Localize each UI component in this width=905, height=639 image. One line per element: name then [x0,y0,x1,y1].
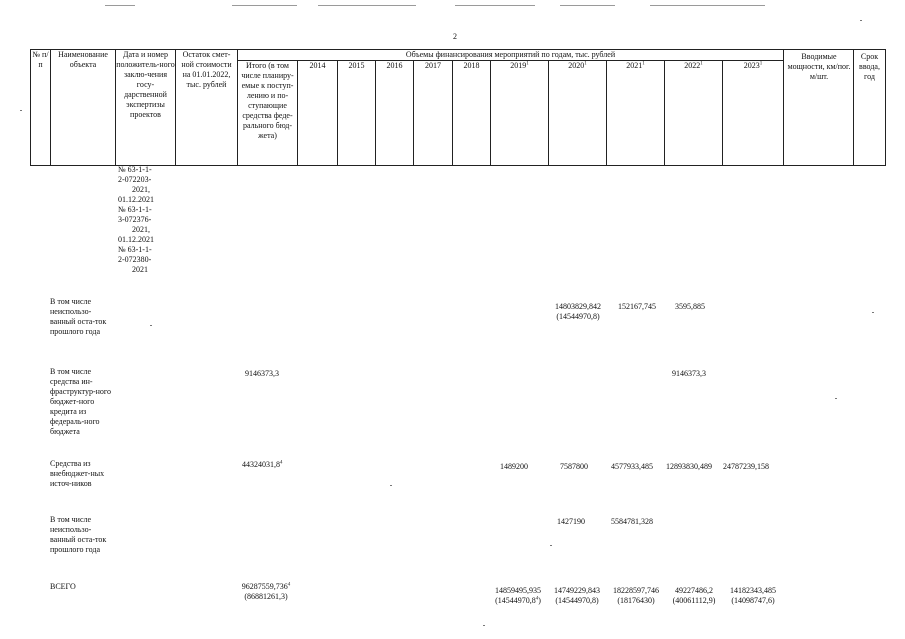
value-sub: (14544970,8) [555,596,599,605]
value-2019 [488,586,548,606]
header-number: № п/п [32,50,49,69]
year-label: 2023 [743,61,760,70]
value-2021 [607,586,665,606]
value-2022: 3595,885 [675,302,705,311]
value-total [232,582,300,602]
header-capacity: Вводимые мощности, км/пог. м/шт. [787,52,851,81]
header-year-2023 [723,61,783,71]
row-label: Средства из внебюджет-ных источ-ников [50,459,105,488]
footnote-mark: 4 [280,460,283,466]
value-sub-end: ) [538,596,541,605]
value-sub: (14544970,8 [495,596,536,605]
value-main: 49227486,2 [675,586,713,595]
header-expertise-date: Дата и номер положитель-ного заклю-чения госу-дарственной экспертизы проектов [116,50,175,119]
value-2023: 24787239,158 [723,462,769,471]
value-2020: 1427190 [557,517,585,526]
scan-artifact [650,5,765,6]
year-label: 2019 [510,61,527,70]
page-number: 2 [453,32,457,41]
value-sub: (14098747,6) [731,596,775,605]
scan-speck [872,312,874,313]
value-sub: (14544970,8) [556,312,600,321]
scan-speck [835,398,837,399]
footnote-mark: 4 [287,582,291,588]
value-main: 14803829,842 [555,302,601,311]
value-2021: 5584781,328 [611,517,653,526]
header-year-2015: 2015 [348,61,365,70]
doc-number-line: 2021, [132,185,150,194]
doc-number-line: 3-072376- [118,215,152,224]
value-2022: 12893830,489 [666,462,712,471]
doc-number-line: № 63-1-1- [118,205,152,214]
year-label: 2020 [568,61,585,70]
year-footnote: 1 [526,61,529,67]
value-main: 18228597,746 [613,586,659,595]
scan-speck [860,20,862,21]
header-financing-group: Объемы финансирования мероприятий по годам, тыс. рублей [405,50,616,59]
doc-number-line: 2-072380- [118,255,152,264]
header-year-2018: 2018 [463,61,480,70]
value-2020 [548,586,606,606]
header-year-2022 [665,61,722,71]
scan-speck [20,110,22,111]
year-label: 2021 [626,61,643,70]
scan-artifact [455,5,535,6]
expertise-doc-numbers [118,165,174,275]
value-total: 9146373,3 [245,369,279,378]
value-main: 14182343,485 [730,586,776,595]
value-2021: 152167,745 [618,302,656,311]
row-label: В том числе средства ин-фраструктур-ного бюджет-ного кредита из федераль-ного бюджета [50,367,111,436]
row-label: ВСЕГО [50,582,76,591]
scan-speck [150,325,152,326]
value-sub: (18176430) [617,596,655,605]
value-main: 96287559,736 [241,582,288,591]
header-object-name: Наименование объекта [58,50,108,69]
doc-number-line: № 63-1-1- [118,165,152,174]
year-footnote: 1 [700,61,703,67]
header-year-2021 [607,61,664,71]
scan-artifact [232,5,297,6]
value-sub: (86881261,3) [244,592,288,601]
header-year-2014: 2014 [309,61,326,70]
scan-speck [483,625,485,626]
value-2020 [548,302,608,322]
value-total [242,460,283,470]
value-2021: 4577933,485 [611,462,653,471]
value-main: 14859495,935 [495,586,541,595]
doc-number-line: 01.12.2021 [118,195,154,204]
value-main: 14749229,843 [554,586,600,595]
value-2023 [722,586,784,606]
doc-number-line: 01.12.2021 [118,235,154,244]
value-sub: (40061112,9) [672,596,716,605]
value-2022 [664,586,724,606]
footnote-mark: 4 [535,596,539,602]
value-2020: 7587800 [560,462,588,471]
value-2022: 9146373,3 [672,369,706,378]
scan-artifact [560,5,615,6]
value-main: 44324031,8 [242,460,280,469]
header-year-2020 [549,61,606,71]
header-commissioning-year: Срок ввода, год [859,52,880,81]
header-year-2016: 2016 [386,61,403,70]
year-footnote: 1 [584,61,587,67]
doc-number-line: 2021 [132,265,148,274]
doc-number-line: 2021, [132,225,150,234]
header-remaining-cost: Остаток смет-ной стоимости на 01.01.2022, тыс. рублей [181,50,232,89]
scan-speck [550,545,552,546]
year-footnote: 1 [759,61,763,67]
doc-number-line: № 63-1-1- [118,245,152,254]
row-label: В том числе неиспользо-ванный оста-ток прошлого года [50,297,107,336]
scan-artifact [318,5,416,6]
scan-artifact [105,5,135,6]
header-total: Итого (в том числе планиру-емые к поступ-лению и по-ступающие средства феде-рального бюд-жета) [241,61,294,140]
row-label: В том числе неиспользо-ванный оста-ток прошлого года [50,515,107,554]
header-year-2019 [491,61,548,71]
header-year-2017: 2017 [425,61,441,70]
year-footnote: 1 [642,61,645,67]
scan-speck [390,485,392,486]
doc-number-line: 2-072203- [118,175,152,184]
year-label: 2022 [684,61,701,70]
value-2019: 1489200 [500,462,528,471]
